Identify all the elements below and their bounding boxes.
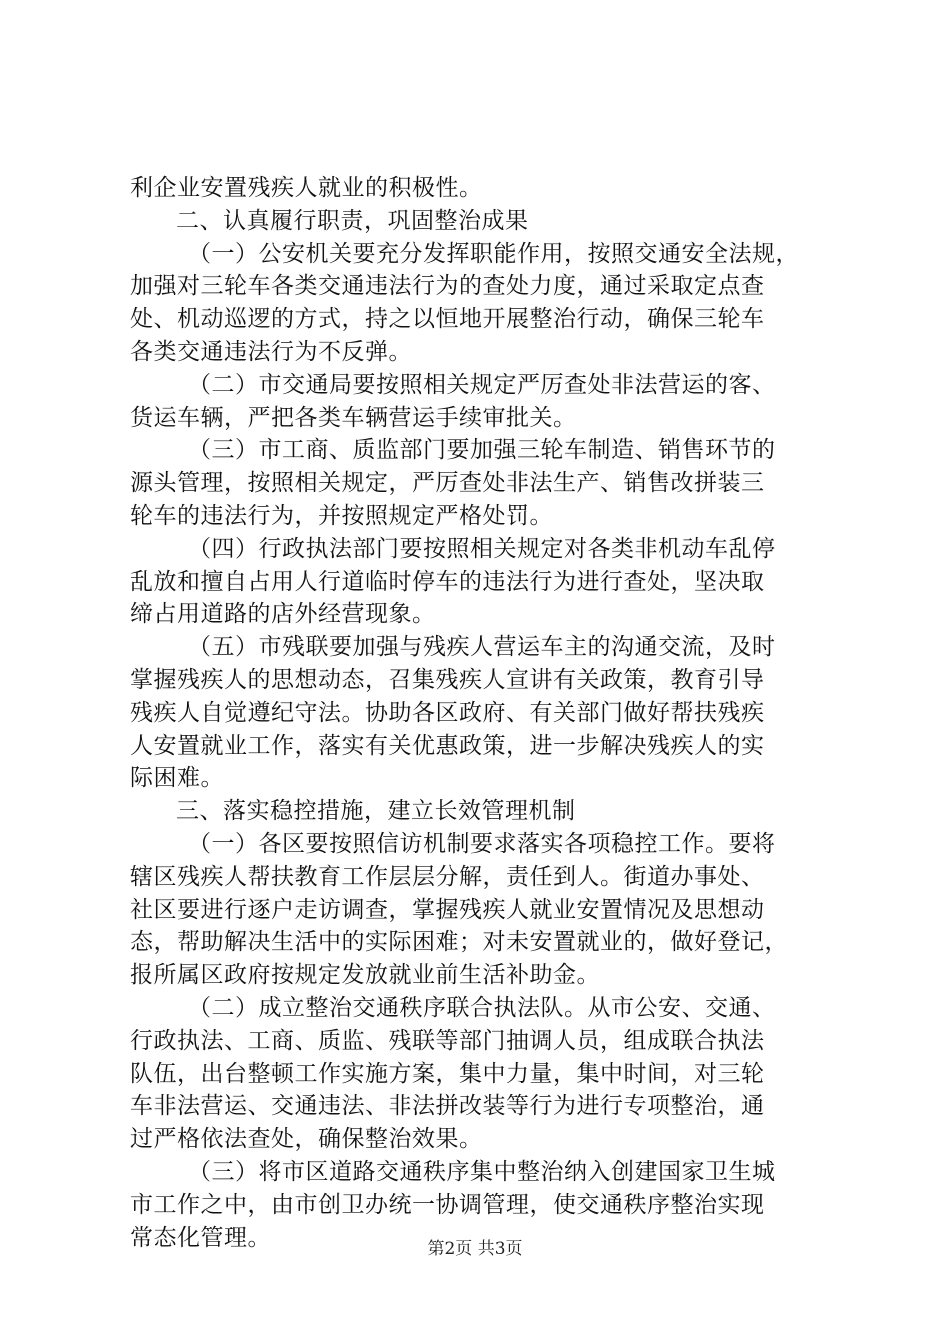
text-line: 二、认真履行职责，巩固整治成果 — [176, 207, 529, 234]
text-line: 报所属区政府按规定发放就业前生活补助金。 — [130, 962, 600, 989]
text-line: 掌握残疾人的思想动态，召集残疾人宣讲有关政策，教育引导 — [130, 666, 765, 693]
text-line: 过严格依法查处，确保整治效果。 — [130, 1126, 483, 1153]
text-line: 轮车的违法行为，并按照规定严格处罚。 — [130, 502, 553, 529]
text-line: 三、落实稳控措施，建立长效管理机制 — [176, 798, 576, 825]
text-line: 乱放和擅自占用人行道临时停车的违法行为进行查处，坚决取 — [130, 568, 765, 595]
text-line: 社区要进行逐户走访调查，掌握残疾人就业安置情况及思想动 — [130, 896, 765, 923]
text-line: 常态化管理。 — [130, 1224, 271, 1251]
text-line: 各类交通违法行为不反弹。 — [130, 338, 412, 365]
text-line: （一）公安机关要充分发挥职能作用，按照交通安全法规， — [188, 240, 799, 267]
text-line: 车非法营运、交通违法、非法拼改装等行为进行专项整治，通 — [130, 1093, 765, 1120]
text-line: 加强对三轮车各类交通违法行为的查处力度，通过采取定点查 — [130, 273, 765, 300]
text-line: （四）行政执法部门要按照相关规定对各类非机动车乱停 — [188, 535, 776, 562]
text-line: 处、机动巡逻的方式，持之以恒地开展整治行动，确保三轮车 — [130, 306, 765, 333]
text-line: （一）各区要按照信访机制要求落实各项稳控工作。要将 — [188, 830, 776, 857]
text-line: （二）成立整治交通秩序联合执法队。从市公安、交通、 — [188, 994, 776, 1021]
text-line: 际困难。 — [130, 765, 224, 792]
text-line: （三）将市区道路交通秩序集中整治纳入创建国家卫生城 — [188, 1158, 776, 1185]
text-line: （三）市工商、质监部门要加强三轮车制造、销售环节的 — [188, 437, 776, 464]
text-line: 态，帮助解决生活中的实际困难；对未安置就业的，做好登记， — [130, 929, 788, 956]
text-line: （五）市残联要加强与残疾人营运车主的沟通交流，及时 — [188, 634, 776, 661]
text-line: 缔占用道路的店外经营现象。 — [130, 601, 436, 628]
text-line: 辖区残疾人帮扶教育工作层层分解，责任到人。街道办事处、 — [130, 863, 765, 890]
text-line: 人安置就业工作，落实有关优惠政策，进一步解决残疾人的实 — [130, 732, 765, 759]
text-line: （二）市交通局要按照相关规定严厉查处非法营运的客、 — [188, 371, 776, 398]
page-footer: 第2页 共3页 — [427, 1239, 523, 1259]
document-body — [130, 172, 830, 1254]
text-line: 队伍，出台整顿工作实施方案，集中力量，集中时间，对三轮 — [130, 1060, 765, 1087]
text-line: 残疾人自觉遵纪守法。协助各区政府、有关部门做好帮扶残疾 — [130, 699, 765, 726]
text-line: 货运车辆，严把各类车辆营运手续审批关。 — [130, 404, 577, 431]
text-line: 利企业安置残疾人就业的积极性。 — [130, 175, 483, 201]
text-line: 行政执法、工商、质监、残联等部门抽调人员，组成联合执法 — [130, 1027, 765, 1054]
text-line: 源头管理，按照相关规定，严厉查处非法生产、销售改拼装三 — [130, 470, 765, 497]
text-line: 市工作之中，由市创卫办统一协调管理，使交通秩序整治实现 — [130, 1191, 765, 1218]
